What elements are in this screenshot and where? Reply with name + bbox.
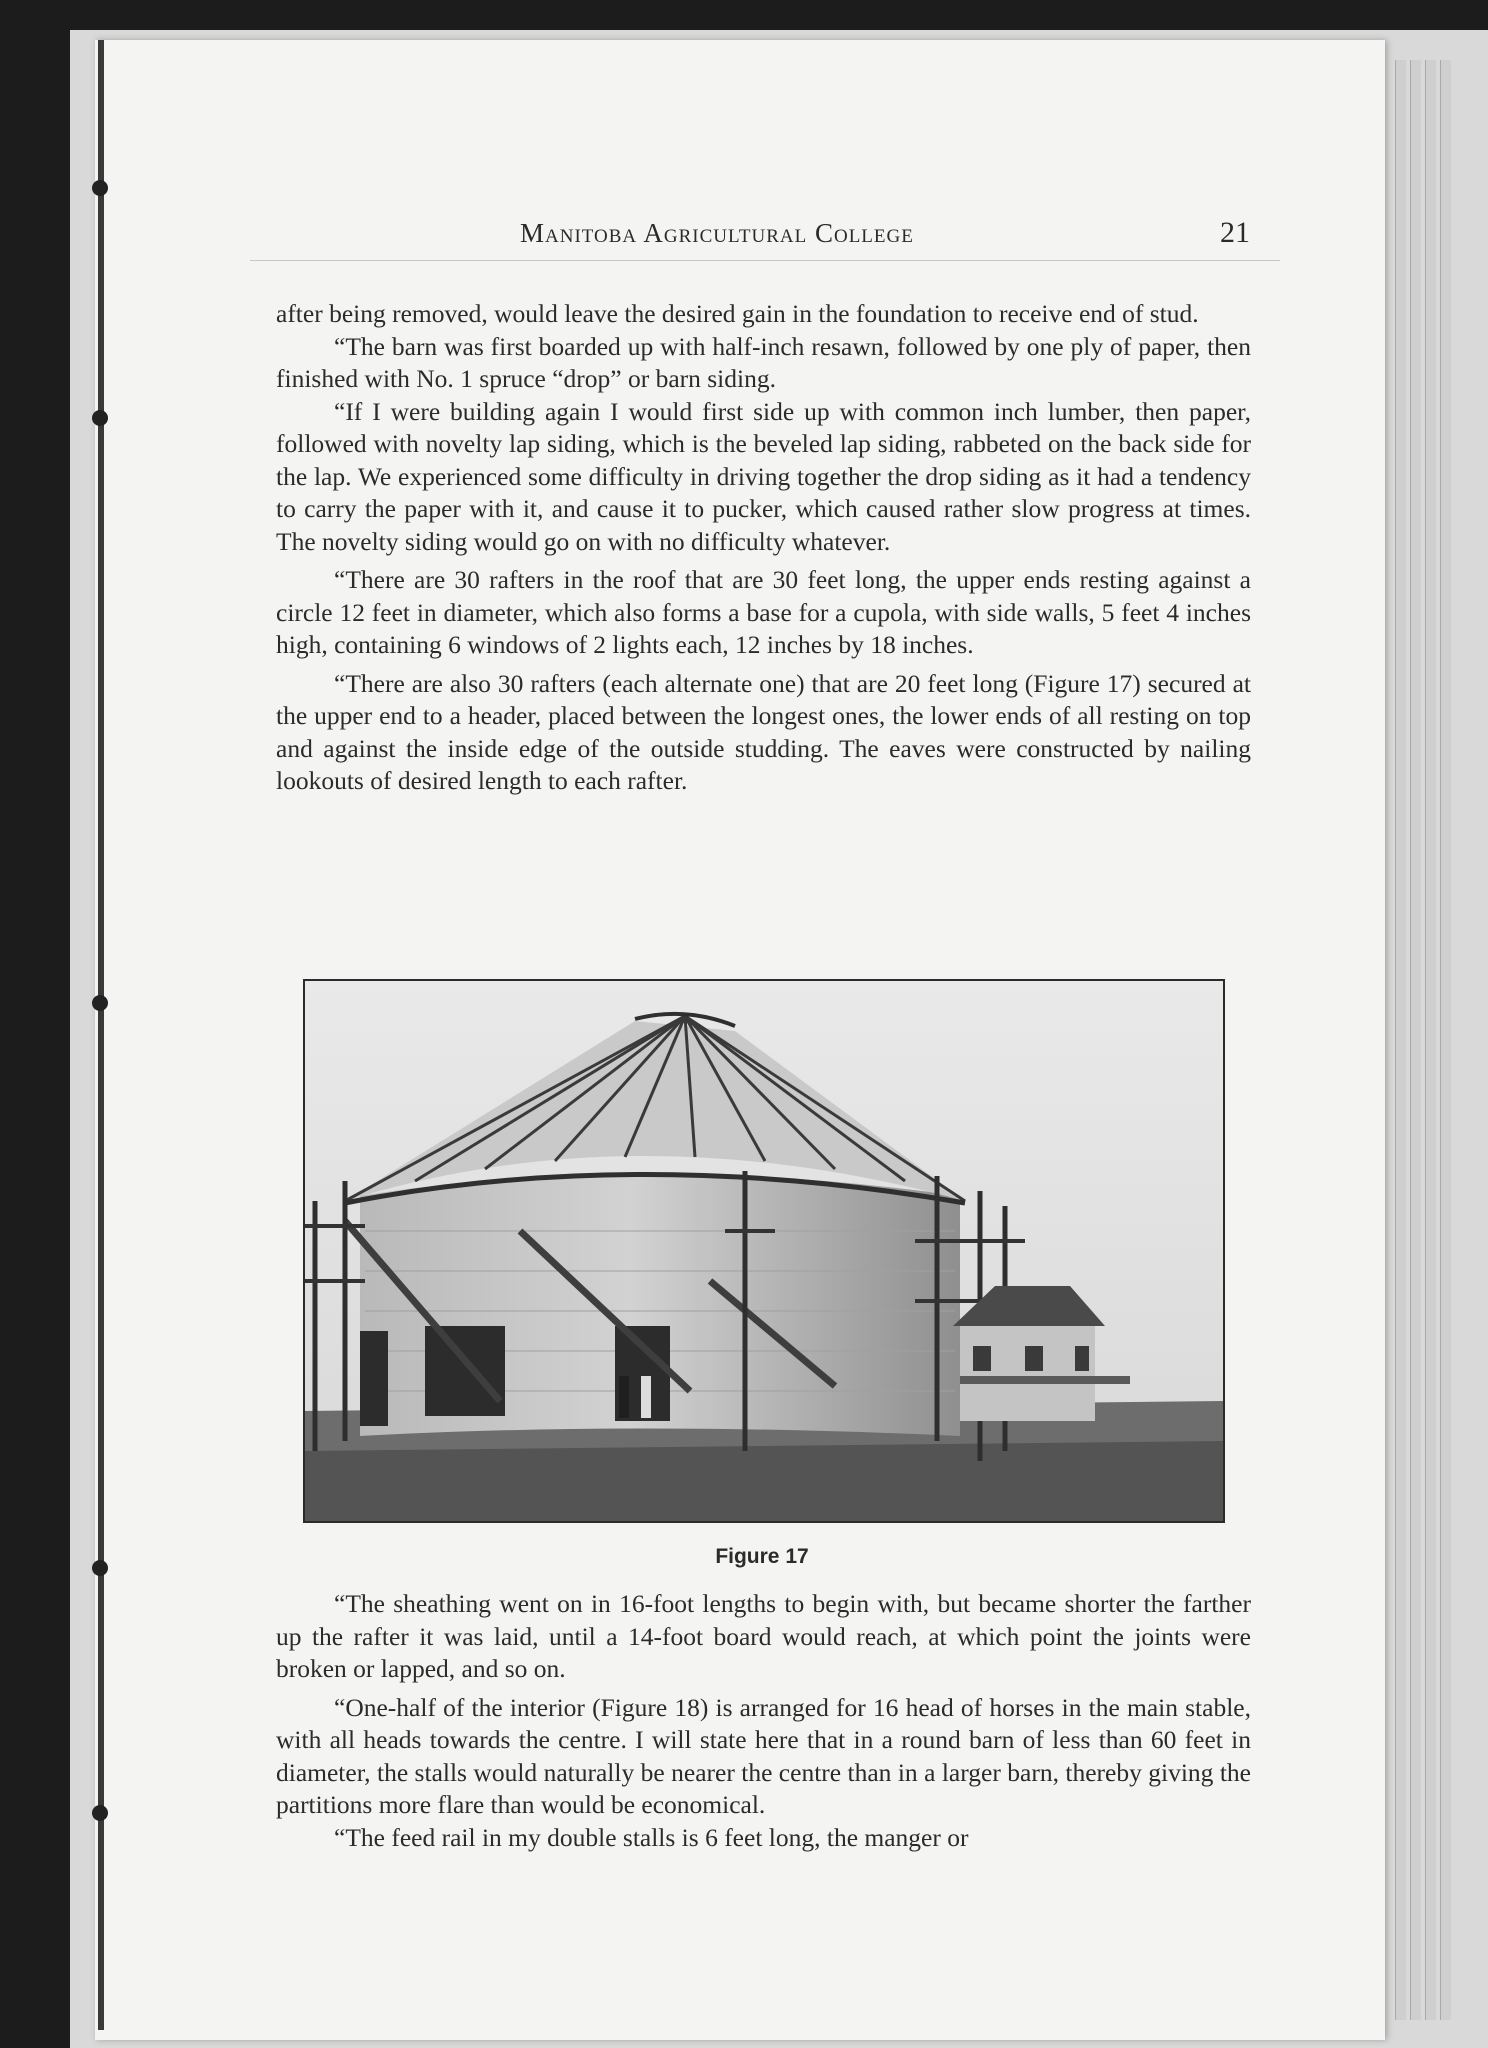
paragraph: “If I were building again I would first side up with common inch lumber, then paper, followed with novelty lap siding, which is the beveled lap siding, rabbeted on the back side for the lap. We experienced some difficulty in driving together the drop siding as it had a tendency to carry the paper with it, and cause it to pucker, which caused rather slow progress at times. The novelty siding would go on with no difficulty whatever. xyxy=(276,396,1251,556)
running-header xyxy=(250,210,1280,261)
binding-mark xyxy=(92,1805,108,1821)
paragraph: “The barn was first boarded up with half-inch resawn, followed by one ply of paper, then finished with No. 1 spruce “drop” or barn siding. xyxy=(276,331,1251,393)
binding-mark xyxy=(92,410,108,426)
figure-caption: Figure 17 xyxy=(715,1545,809,1568)
body-text-bottom xyxy=(276,1588,1251,1854)
round-barn-photo xyxy=(305,981,1223,1521)
paragraph: “One-half of the interior (Figure 18) is arranged for 16 head of horses in the main stable, with all heads towards the centre. I will state here that in a round barn of less than 60 feet in diameter, the stalls would naturally be nearer the centre than in a larger barn, thereby giving the partitions more flare than would be economical. xyxy=(276,1692,1251,1819)
page-number: 21 xyxy=(1220,216,1250,249)
body-text-top xyxy=(276,298,1251,798)
figure-photo xyxy=(303,979,1225,1523)
paragraph: “There are also 30 rafters (each alternate one) that are 20 feet long (Figure 17) secured at the upper end to a header, placed between the longest ones, the lower ends of all resting on top and against the inside edge of the outside studding. The eaves were constructed by nailing lookouts of desired length to each rafter. xyxy=(276,668,1251,795)
page-edge xyxy=(1410,60,1421,2020)
paragraph: “The feed rail in my double stalls is 6 feet long, the manger or xyxy=(334,1822,969,1852)
header-title: Manitoba Agricultural College xyxy=(520,218,914,248)
page-edge xyxy=(1425,60,1436,2020)
paragraph: “There are 30 rafters in the roof that are 30 feet long, the upper ends resting against a circle 12 feet in diameter, which also forms a base for a cupola, with side walls, 5 feet 4 inches high, containing 6 windows of 2 lights each, 12 inches by 18 inches. xyxy=(276,565,1251,659)
binding-mark xyxy=(92,995,108,1011)
page-edge xyxy=(1395,60,1406,2020)
page-binding xyxy=(98,40,104,2030)
page-edge xyxy=(1440,60,1451,2020)
paragraph: “The sheathing went on in 16-foot lengths to begin with, but became shorter the farther up the rafter it was laid, until a 14-foot board would reach, at which point the joints were broken or lapped, and so on. xyxy=(276,1589,1251,1683)
binding-mark xyxy=(92,1560,108,1576)
binding-mark xyxy=(92,180,108,196)
paragraph: after being removed, would leave the desired gain in the foundation to receive end of stud. xyxy=(276,299,1199,328)
